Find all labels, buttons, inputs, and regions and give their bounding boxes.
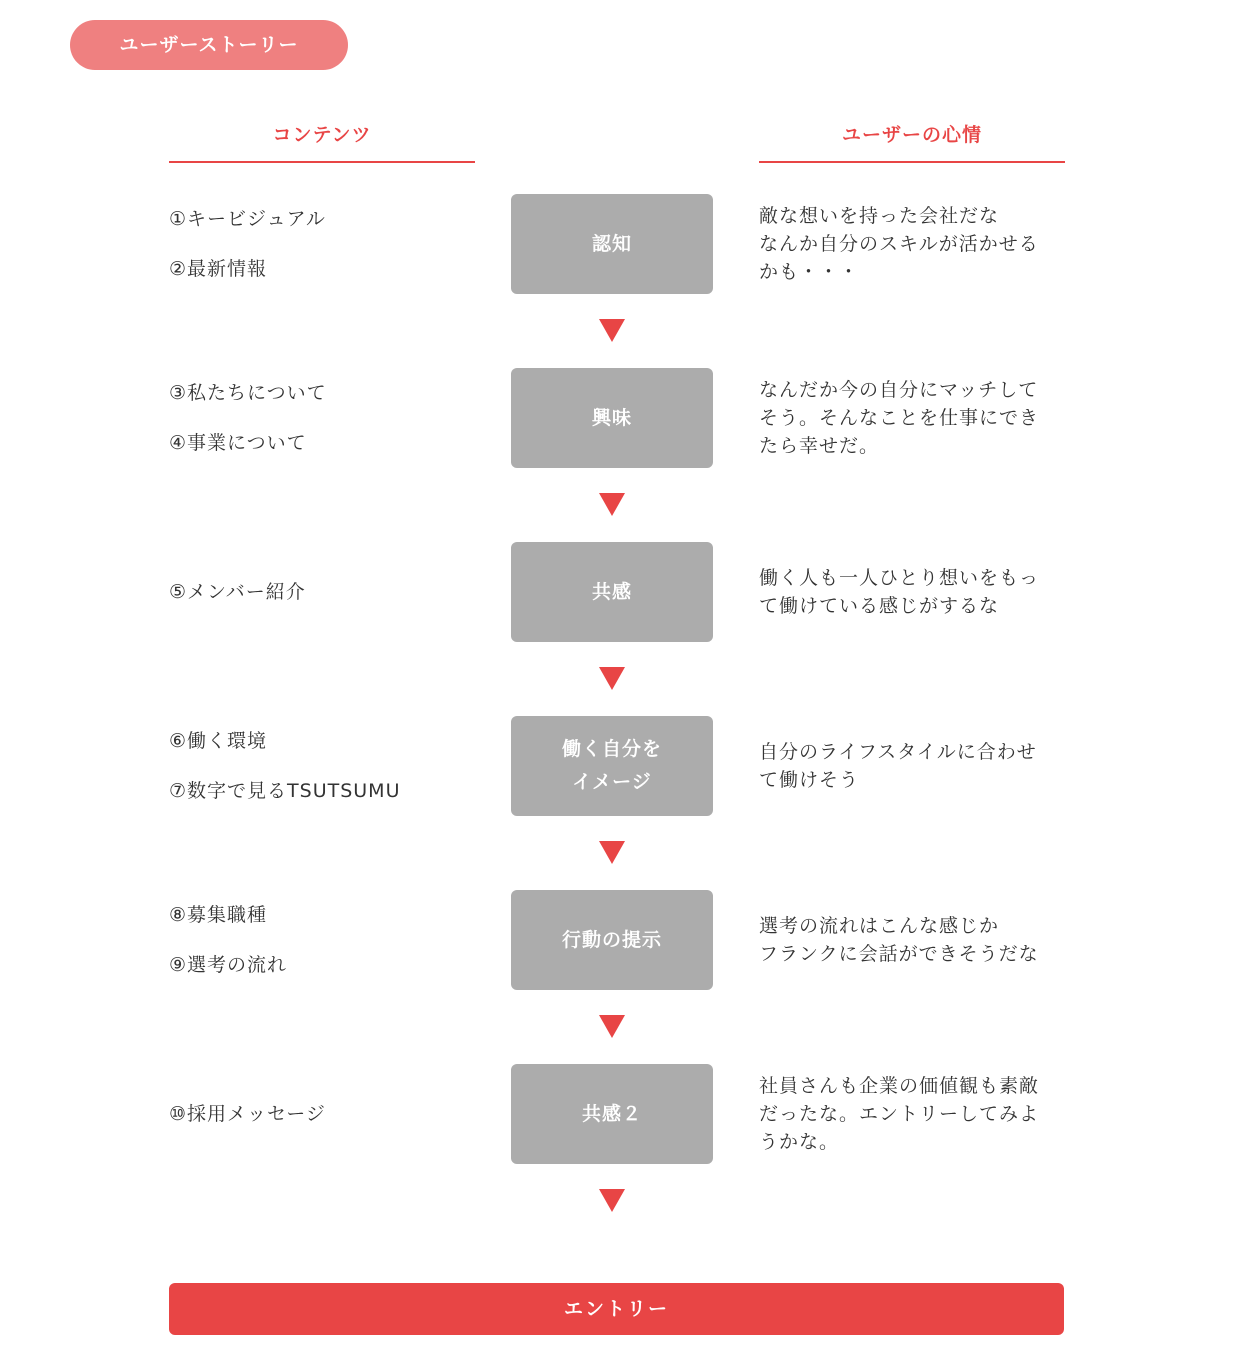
content-item: ⑤メンバー紹介 [169, 581, 306, 603]
stage-box: 認知 [511, 194, 713, 294]
contents-list [169, 890, 489, 990]
stage-box: 行動の提示 [511, 890, 713, 990]
entry-button[interactable]: エントリー [169, 1283, 1064, 1335]
story-row [0, 1064, 1250, 1238]
stage-box: 働く自分を イメージ [511, 716, 713, 816]
content-item: ⑧募集職種 [169, 904, 268, 926]
contents-list [169, 542, 489, 642]
content-item: ⑨選考の流れ [169, 954, 288, 976]
down-arrow-icon [599, 1189, 625, 1212]
contents-list [169, 716, 489, 816]
down-arrow-icon [599, 667, 625, 690]
story-row [0, 890, 1250, 1064]
down-arrow-icon [599, 841, 625, 864]
user-feeling-text: なんだか今の自分にマッチして そう。そんなことを仕事にでき たら幸せだ。 [759, 379, 1040, 457]
content-item: ④事業について [169, 432, 307, 454]
story-row [0, 716, 1250, 890]
content-item: ②最新情報 [169, 258, 268, 280]
down-arrow-icon [599, 319, 625, 342]
feelings-column-header: ユーザーの心情 [759, 118, 1065, 163]
contents-list [169, 368, 489, 468]
user-feeling-text: 社員さんも企業の価値観も素敵 だったな。エントリーしてみよ うかな。 [759, 1075, 1040, 1153]
story-row [0, 368, 1250, 542]
content-item: ⑩採用メッセージ [169, 1103, 326, 1125]
content-item: ①キービジュアル [169, 208, 326, 230]
stage-box: 共感 [511, 542, 713, 642]
stage-box: 興味 [511, 368, 713, 468]
content-item: ⑦数字で見るTSUTSUMU [169, 780, 401, 802]
contents-column-header: コンテンツ [169, 118, 475, 163]
contents-list [169, 194, 489, 294]
user-feeling-text: 自分のライフスタイルに合わせ て働けそう [759, 741, 1037, 791]
down-arrow-icon [599, 1015, 625, 1038]
user-story-tag: ユーザーストーリー [70, 20, 348, 70]
story-row [0, 194, 1250, 368]
user-feeling-text: 選考の流れはこんな感じか フランクに会話ができそうだな [759, 915, 1039, 965]
content-item: ⑥働く環境 [169, 730, 268, 752]
stage-box: 共感２ [511, 1064, 713, 1164]
contents-list [169, 1064, 489, 1164]
user-feeling-text: 敵な想いを持った会社だな なんか自分のスキルが活かせる かも・・・ [759, 205, 1039, 283]
story-row [0, 542, 1250, 716]
down-arrow-icon [599, 493, 625, 516]
content-item: ③私たちについて [169, 382, 327, 404]
user-feeling-text: 働く人も一人ひとり想いをもっ て働けている感じがするな [759, 567, 1040, 617]
